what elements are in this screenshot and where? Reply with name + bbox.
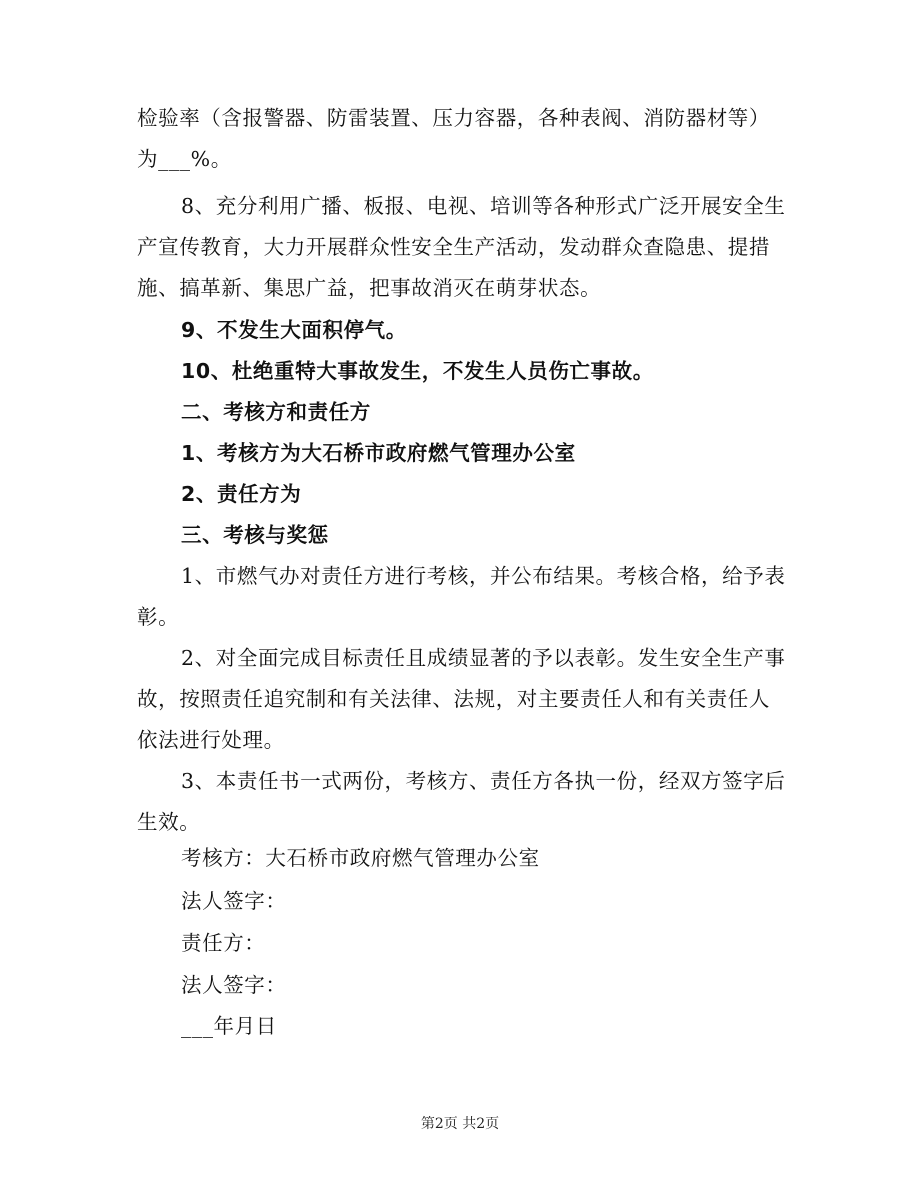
text-line: 生效。 xyxy=(137,810,201,834)
paragraph-assessment-2 xyxy=(137,638,787,761)
text-line: 施、搞革新、集思广益，把事故消灭在萌芽状态。 xyxy=(137,276,602,300)
text-line: 故，按照责任追究制和有关法律、法规，对主要责任人和有关责任人 xyxy=(137,687,770,711)
text-line: 8、充分利用广播、板报、电视、培训等各种形式广泛开展安全生 xyxy=(181,194,786,218)
text-line: 1、考核方为大石桥市政府燃气管理办公室 xyxy=(181,441,576,465)
text-line: 法人签字： xyxy=(181,889,287,913)
text-line: 三、考核与奖惩 xyxy=(181,523,329,547)
text-line: 2、对全面完成目标责任且成绩显著的予以表彰。发生安全生产事 xyxy=(181,646,786,670)
section-heading-2 xyxy=(137,392,787,433)
text-line: 产宣传教育，大力开展群众性安全生产活动，发动群众查隐患、提措 xyxy=(137,235,770,259)
signature-legal-rep-2 xyxy=(137,965,787,1006)
text-line: 考核方：大石桥市政府燃气管理办公室 xyxy=(181,846,540,870)
text-line: 二、考核方和责任方 xyxy=(181,400,371,424)
section-heading-3 xyxy=(137,515,787,556)
text-line: 2、责任方为 xyxy=(181,482,302,506)
text-line: 检验率（含报警器、防雷装置、压力容器，各种表阀、消防器材等） xyxy=(137,106,770,130)
paragraph-responsible-party xyxy=(137,474,787,515)
text-line: 责任方： xyxy=(181,931,266,955)
signature-legal-rep-1 xyxy=(137,881,787,922)
text-line: ___年月日 xyxy=(181,1014,277,1038)
text-line: 3、本责任书一式两份，考核方、责任方各执一份，经双方签字后 xyxy=(181,769,786,793)
text-line: 为___%。 xyxy=(137,147,232,171)
text-line: 10、杜绝重特大事故发生，不发生人员伤亡事故。 xyxy=(181,359,654,383)
text-line: 法人签字： xyxy=(181,973,287,997)
paragraph-assessment-3 xyxy=(137,761,787,843)
page-footer: 第2页 共2页 xyxy=(420,1116,500,1132)
paragraph-assessor xyxy=(137,433,787,474)
paragraph-item-8 xyxy=(137,186,787,309)
signature-date xyxy=(137,1006,787,1047)
paragraph-item-9 xyxy=(137,310,787,351)
signature-assessor xyxy=(137,838,787,879)
text-line: 1、市燃气办对责任方进行考核，并公布结果。考核合格，给予表 xyxy=(181,564,786,588)
text-line: 依法进行处理。 xyxy=(137,728,285,752)
text-line: 彰。 xyxy=(137,605,180,629)
signature-responsible-party xyxy=(137,923,787,964)
paragraph-inspection-rate xyxy=(137,98,787,180)
paragraph-assessment-1 xyxy=(137,556,787,638)
text-line: 9、不发生大面积停气。 xyxy=(181,318,407,342)
paragraph-item-10 xyxy=(137,351,787,392)
